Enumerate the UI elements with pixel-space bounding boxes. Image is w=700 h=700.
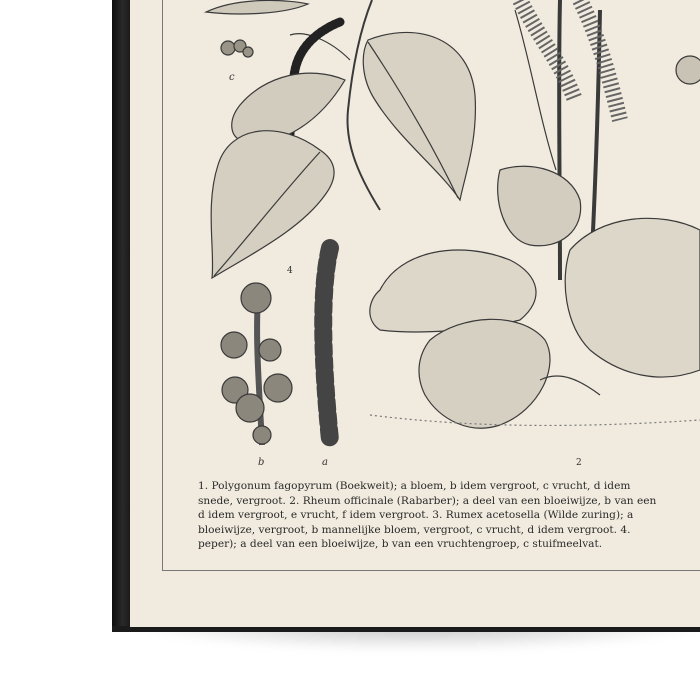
label-2: 2 (576, 458, 582, 468)
rhubarb-leaf-front (419, 319, 550, 428)
pepper-leaf-right (363, 32, 475, 200)
rhubarb-flowers (520, 0, 620, 120)
ground-line (370, 415, 700, 425)
caption-line: peper); a deel van een bloeiwijze, b van een vruchtengroep, c stuifmeelvat. (198, 538, 603, 550)
label-4: 4 (287, 266, 293, 276)
label-b: b (258, 457, 265, 468)
caption-line: snede, vergroot. 2. Rheum officinale (Rabarber); a deel van een bloeiwijze, b van een (198, 494, 657, 507)
label-c: c (229, 72, 235, 83)
rhubarb-leaf-right (565, 218, 700, 377)
top-leaf (206, 0, 308, 14)
botanical-illustration (162, 0, 700, 470)
rhubarb-leaf-left (370, 250, 536, 332)
pepper-leaf-big (211, 131, 334, 278)
caption-line: d idem vergroot, e vrucht, f idem vergroot. 3. Rumex acetosella (Wilde zuring); a (198, 509, 634, 521)
plate-caption (198, 479, 700, 552)
pepper-leaf-mid (232, 73, 345, 142)
rhubarb-leaf-mid (498, 166, 581, 246)
frame-left-edge (112, 0, 130, 631)
label-a: a (322, 457, 328, 468)
caption-line: 1. Polygonum fagopyrum (Boekweit); a bloem, b idem vergroot, c vrucht, d idem (198, 480, 631, 492)
pepper-stem (347, 0, 380, 210)
buckwheat-spike-a (323, 248, 330, 440)
buckwheat-stalk-b (257, 300, 262, 445)
caption-line: bloeiwijze, vergroot, b mannelijke bloem, vergroot, c vrucht, d idem vergroot. 4. (198, 523, 631, 536)
